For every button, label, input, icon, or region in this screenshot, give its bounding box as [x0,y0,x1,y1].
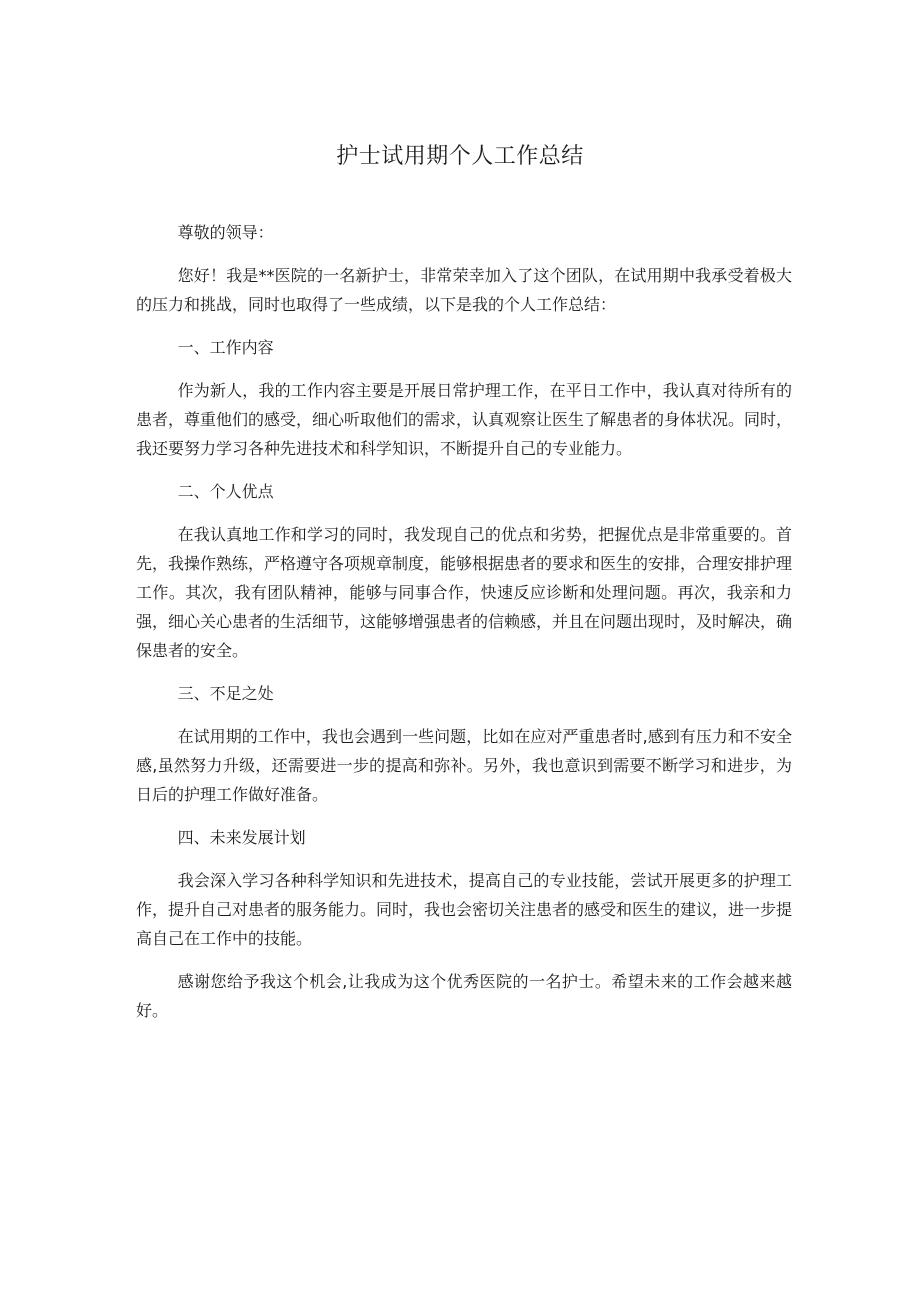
page-title: 护士试用期个人工作总结 [336,144,584,169]
closing-paragraph: 感谢您给予我这个机会,让我成为这个优秀医院的一名护士。希望未来的工作会越来越好。 [136,972,792,1020]
section-text-future-plan: 我会深入学习各种科学知识和先进技术，提高自己的专业技能，尝试开展更多的护理工作，提升自己对患者的服务能力。同时，我也会密切关注患者的感受和医生的建议，进一步提高自己在工作中的技能。 [136,871,793,948]
section-heading-shortcomings: 三、不足之处 [177,684,274,703]
section-heading-work-content: 一、工作内容 [177,338,274,357]
section-text-work-content: 作为新人，我的工作内容主要是开展日常护理工作，在平日工作中，我认真对待所有的患者，尊重他们的感受，细心听取他们的需求，认真观察让医生了解患者的身体状况。同时，我还要努力学习各种先进技术和科学知识，不断提升自己的专业能力。 [136,381,793,458]
section-text-strengths: 在我认真地工作和学习的同时，我发现自己的优点和劣势，把握优点是非常重要的。首先，我操作熟练，严格遵守各项规章制度，能够根据患者的要求和医生的安排，合理安排护理工作。其次，我有团队精神，能够与同事合作，快速反应诊断和处理问题。再次，我亲和力强，细心关心患者的生活细节，这能够增强患者的信赖感，并且在问题出现时，及时解决，确保患者的安全。 [136,525,793,660]
salutation: 尊敬的领导： [177,223,274,242]
intro-paragraph: 您好！我是**医院的一名新护士，非常荣幸加入了这个团队，在试用期中我承受着极大的压力和挑战，同时也取得了一些成绩，以下是我的个人工作总结： [136,266,792,314]
document-body [136,218,792,1025]
section-heading-strengths: 二、个人优点 [177,482,274,501]
section-heading-future-plan: 四、未来发展计划 [177,828,306,847]
section-text-shortcomings: 在试用期的工作中，我也会遇到一些问题，比如在应对严重患者时,感到有压力和不安全感,虽然努力升级，还需要进一步的提高和弥补。另外，我也意识到需要不断学习和进步，为日后的护理工作做好准备。 [136,727,792,804]
